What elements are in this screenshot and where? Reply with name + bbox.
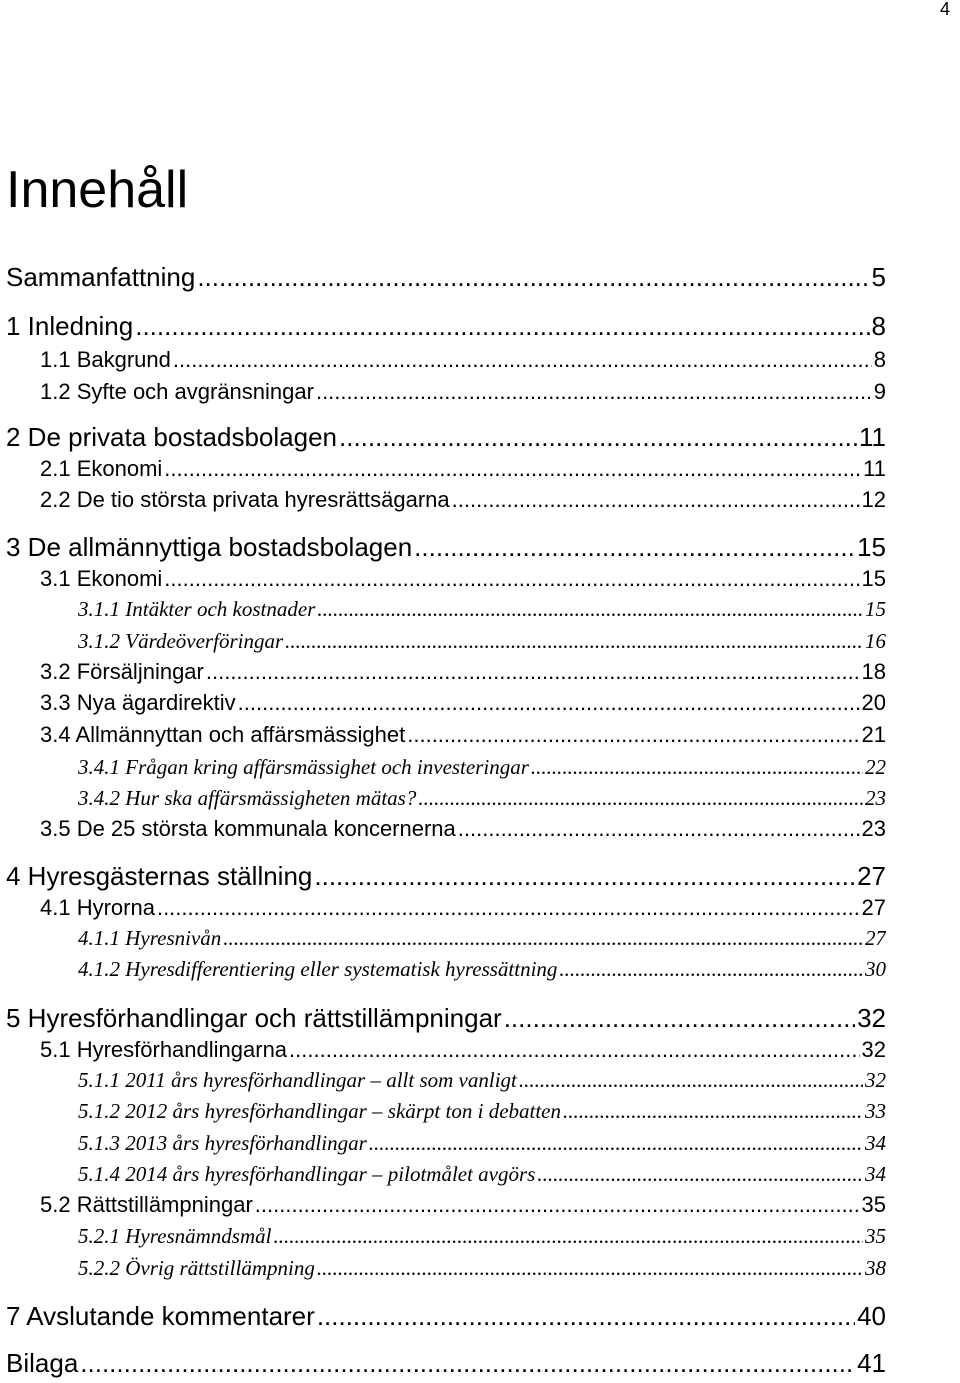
- toc-entry[interactable]: [78, 1256, 886, 1290]
- toc-entry-page: 8: [873, 347, 886, 372]
- toc-entry-label: 3.4.1 Frågan kring affärsmässighet och investeringar: [78, 755, 529, 779]
- toc-entry-page: 32: [865, 1068, 886, 1092]
- toc-entry-label: 5 Hyresförhandlingar och rättstillämpningar: [6, 1003, 502, 1033]
- toc-entry[interactable]: [40, 690, 886, 724]
- toc-entry-page: 21: [861, 722, 886, 747]
- toc-entry-page: 40: [857, 1301, 886, 1331]
- toc-entry-label: 1.1 Bakgrund: [40, 347, 171, 372]
- toc-entry-page: 15: [865, 597, 886, 621]
- toc-entry[interactable]: [40, 487, 886, 521]
- toc-entry-label: 2.2 De tio största privata hyresrättsägarna: [40, 487, 450, 512]
- toc-entry-page: 23: [865, 786, 886, 810]
- toc-entry-page: 32: [861, 1037, 886, 1062]
- toc-entry-label: 3.1.1 Intäkter och kostnader: [78, 597, 316, 621]
- toc-entry-label: 5.1.2 2012 års hyresförhandlingar – skärpt ton i debatten: [78, 1099, 561, 1123]
- dot-leader: [418, 786, 863, 811]
- toc-entry-label: 3 De allmännyttiga bostadsbolagen: [6, 532, 413, 562]
- page-title: Innehåll: [6, 161, 189, 219]
- toc-entry[interactable]: [6, 1348, 886, 1382]
- dot-leader: [80, 1348, 855, 1378]
- toc-entry[interactable]: [78, 597, 886, 631]
- toc-entry-label: 2.1 Ekonomi: [40, 456, 163, 481]
- toc-entry-page: 15: [857, 532, 886, 562]
- dot-leader: [369, 1131, 863, 1156]
- toc-entry[interactable]: [78, 786, 886, 820]
- toc-entry[interactable]: [78, 957, 886, 991]
- toc-entry[interactable]: [40, 566, 886, 600]
- toc-entry-page: 32: [857, 1003, 886, 1033]
- toc-entry-label: 5.1.3 2013 års hyresförhandlingar: [78, 1131, 367, 1155]
- toc-entry-page: 11: [863, 456, 886, 481]
- toc-entry-page: 22: [865, 755, 886, 779]
- dot-leader: [173, 347, 872, 373]
- toc-entry[interactable]: [6, 262, 886, 296]
- toc-entry-page: 35: [865, 1224, 886, 1248]
- dot-leader: [452, 487, 860, 513]
- toc-entry-label: 5.2.1 Hyresnämndsmål: [78, 1224, 272, 1248]
- toc-entry[interactable]: [40, 379, 886, 413]
- dot-leader: [519, 1068, 863, 1093]
- dot-leader: [537, 1162, 863, 1187]
- toc-entry-label: 5.2 Rättstillämpningar: [40, 1192, 253, 1217]
- toc-entry-label: 1 Inledning: [6, 311, 134, 341]
- toc-entry-label: 7 Avslutande kommentarer: [6, 1301, 315, 1331]
- toc-entry[interactable]: [78, 1224, 886, 1258]
- toc-entry-page: 34: [865, 1162, 886, 1186]
- toc-entry-label: 3.5 De 25 största kommunala koncernerna: [40, 816, 456, 841]
- toc-entry-page: 20: [861, 690, 886, 715]
- toc-entry[interactable]: [78, 926, 886, 960]
- dot-leader: [317, 597, 863, 622]
- toc-entry[interactable]: [6, 861, 886, 895]
- toc-entry[interactable]: [78, 1162, 886, 1196]
- toc-entry-label: 4.1.2 Hyresdifferentiering eller systematisk hyressättning: [78, 957, 558, 981]
- toc-entry-label: 5.2.2 Övrig rättstillämpning: [78, 1256, 315, 1280]
- dot-leader: [223, 926, 863, 951]
- dot-leader: [164, 456, 861, 482]
- toc-entry[interactable]: [40, 347, 886, 381]
- dot-leader: [157, 895, 860, 921]
- toc-entry-page: 27: [861, 895, 886, 920]
- toc-entry[interactable]: [40, 1192, 886, 1226]
- toc-entry[interactable]: [40, 816, 886, 850]
- dot-leader: [314, 861, 855, 891]
- toc-entry-page: 18: [861, 659, 886, 684]
- dot-leader: [255, 1192, 860, 1218]
- toc-entry[interactable]: [6, 311, 886, 345]
- toc-entry[interactable]: [78, 629, 886, 663]
- toc-entry[interactable]: [40, 1037, 886, 1071]
- toc-entry-page: 23: [861, 816, 886, 841]
- toc-entry-label: 3.2 Försäljningar: [40, 659, 204, 684]
- toc-entry-label: 1.2 Syfte och avgränsningar: [40, 379, 314, 404]
- toc-entry[interactable]: [6, 1003, 886, 1037]
- dot-leader: [285, 629, 863, 654]
- toc-entry-label: 4.1.1 Hyresnivån: [78, 926, 222, 950]
- dot-leader: [238, 690, 860, 716]
- toc-entry-page: 27: [857, 861, 886, 891]
- dot-leader: [504, 1003, 855, 1033]
- dot-leader: [563, 1099, 863, 1124]
- dot-leader: [458, 816, 860, 842]
- toc-entry-page: 38: [865, 1256, 886, 1280]
- toc-entry-label: 3.1.2 Värdeöverföringar: [78, 629, 284, 653]
- dot-leader: [197, 262, 869, 292]
- toc-entry-page: 5: [871, 262, 886, 292]
- dot-leader: [317, 1256, 863, 1281]
- dot-leader: [531, 755, 863, 780]
- toc-entry-label: 3.4 Allmännyttan och affärsmässighet: [40, 722, 406, 747]
- toc-entry[interactable]: [78, 755, 886, 789]
- dot-leader: [273, 1224, 863, 1249]
- dot-leader: [316, 379, 872, 405]
- dot-leader: [206, 659, 860, 685]
- toc-entry[interactable]: [78, 1068, 886, 1102]
- toc-entry-label: 3.1 Ekonomi: [40, 566, 163, 591]
- toc-entry-label: 3.4.2 Hur ska affärsmässigheten mätas?: [78, 786, 417, 810]
- dot-leader: [164, 566, 859, 592]
- toc-entry-page: 33: [865, 1099, 886, 1123]
- toc-entry-page: 8: [871, 311, 886, 341]
- toc-entry-label: 5.1.4 2014 års hyresförhandlingar – pilotmålet avgörs: [78, 1162, 536, 1186]
- toc-entry-page: 12: [861, 487, 886, 512]
- toc-entry[interactable]: [40, 722, 886, 756]
- dot-leader: [317, 1301, 855, 1331]
- toc-entry-label: 5.1.1 2011 års hyresförhandlingar – allt som vanligt: [78, 1068, 517, 1092]
- toc-entry-label: 2 De privata bostadsbolagen: [6, 422, 338, 452]
- toc-entry[interactable]: [6, 1301, 886, 1335]
- toc-entry[interactable]: [6, 422, 886, 456]
- toc-entry[interactable]: [40, 659, 886, 693]
- toc-entry-page: 16: [865, 629, 886, 653]
- page-number: 4: [939, 0, 950, 19]
- toc-entry[interactable]: [78, 1131, 886, 1165]
- dot-leader: [339, 422, 857, 452]
- toc-entry-page: 35: [861, 1192, 886, 1217]
- toc-entry[interactable]: [40, 895, 886, 929]
- toc-entry-label: 3.3 Nya ägardirektiv: [40, 690, 236, 715]
- toc-entry[interactable]: [6, 532, 886, 566]
- dot-leader: [289, 1037, 859, 1063]
- toc-entry[interactable]: [78, 1099, 886, 1133]
- toc-entry-page: 27: [865, 926, 886, 950]
- toc-entry-label: 4.1 Hyrorna: [40, 895, 155, 920]
- toc-entry-label: Sammanfattning: [6, 262, 196, 292]
- toc-entry-page: 34: [865, 1131, 886, 1155]
- toc-entry-page: 15: [861, 566, 886, 591]
- toc-entry-label: 4 Hyresgästernas ställning: [6, 861, 313, 891]
- toc-entry[interactable]: [40, 456, 886, 490]
- dot-leader: [559, 957, 863, 982]
- dot-leader: [135, 311, 869, 341]
- toc-entry-page: 9: [873, 379, 886, 404]
- toc-entry-page: 30: [865, 957, 886, 981]
- dot-leader: [407, 722, 859, 748]
- toc-entry-page: 11: [859, 422, 886, 452]
- toc-entry-label: 5.1 Hyresförhandlingarna: [40, 1037, 288, 1062]
- dot-leader: [414, 532, 855, 562]
- toc-entry-page: 41: [857, 1348, 886, 1378]
- toc-entry-label: Bilaga: [6, 1348, 79, 1378]
